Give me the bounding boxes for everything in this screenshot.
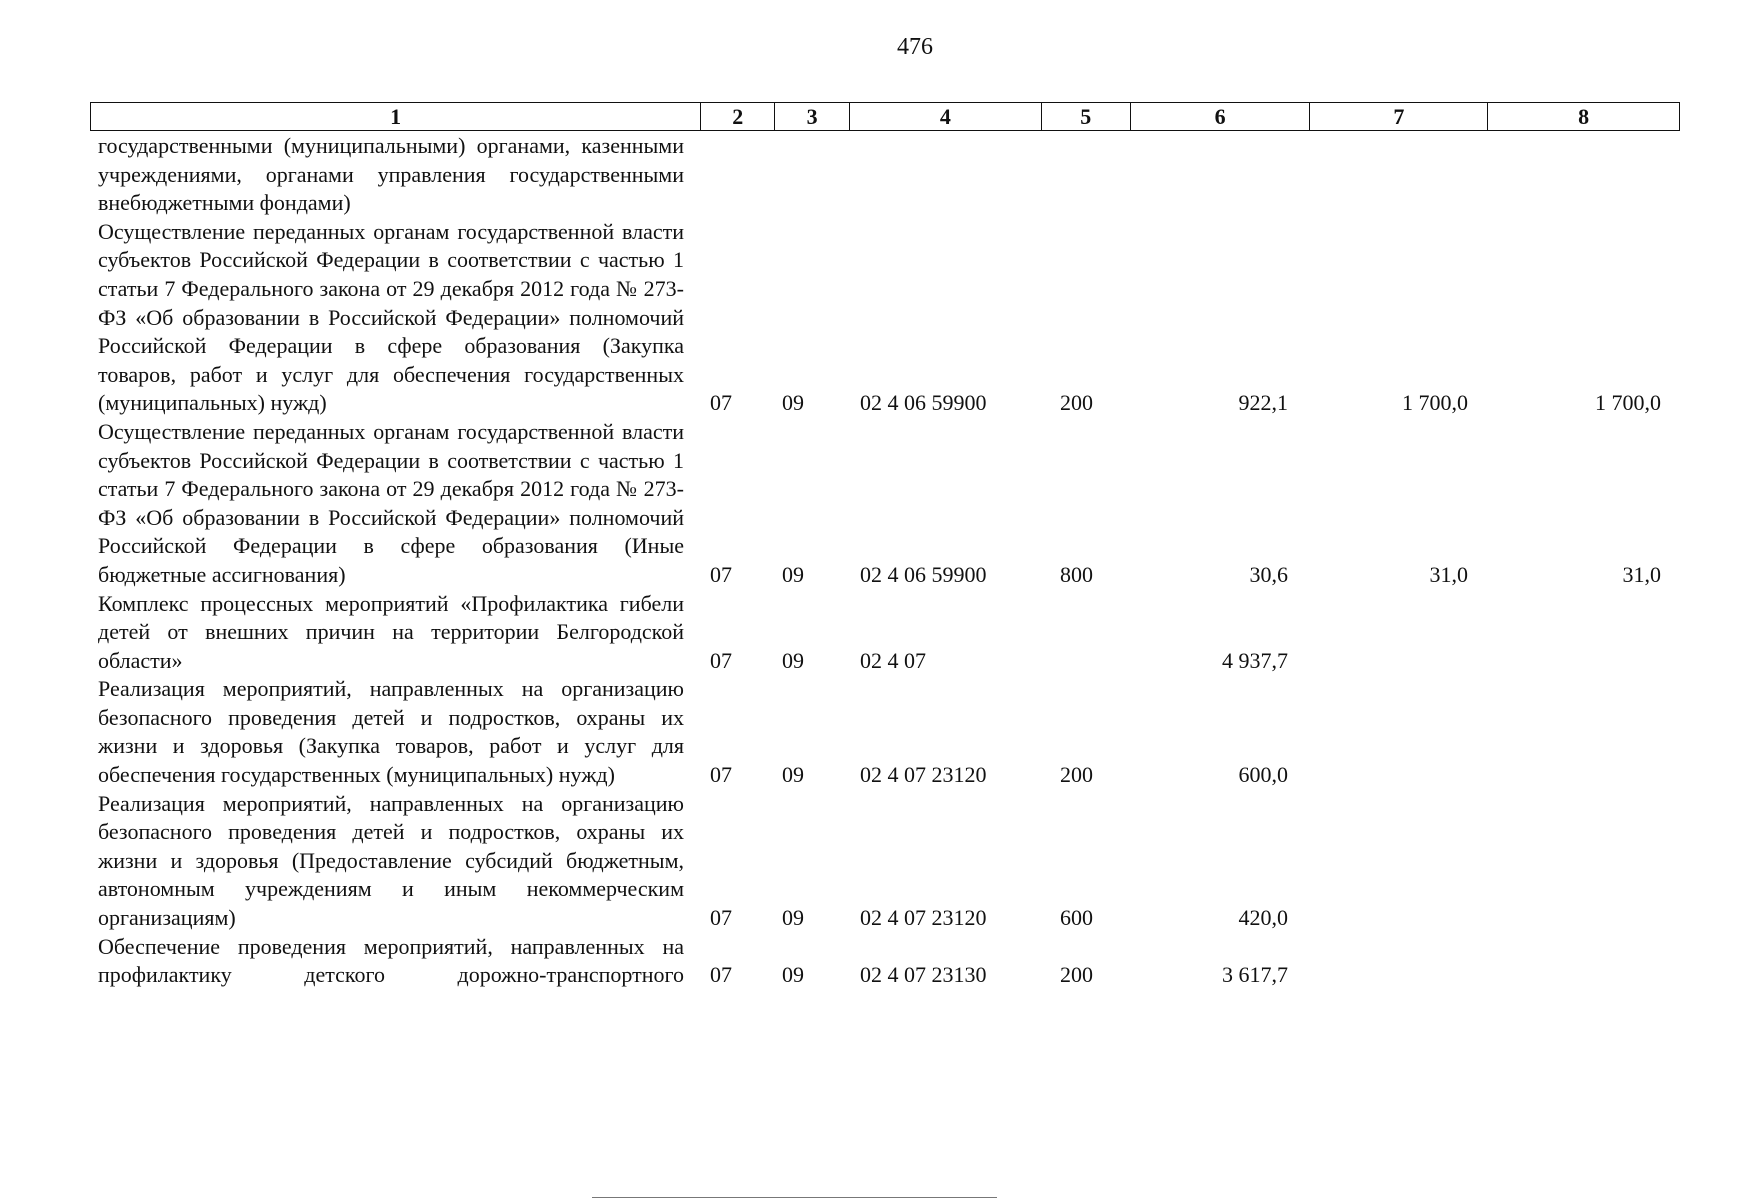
cell-subsection: 09 bbox=[782, 561, 804, 587]
column-header-1: 1 bbox=[91, 103, 701, 130]
cell-subsection: 09 bbox=[782, 762, 804, 788]
cell-subsection: 09 bbox=[782, 905, 804, 931]
table-row bbox=[98, 675, 1680, 789]
row-description: государственными (муниципальными) органами, казенными учреждениями, органами управления государственными внебюджетными фондами) bbox=[98, 133, 684, 216]
table-row bbox=[98, 590, 1680, 676]
cell-expense-type: 200 bbox=[1060, 762, 1093, 788]
cell-amount-3: 1 700,0 bbox=[1595, 390, 1661, 416]
cell-target-code: 02 4 06 59900 bbox=[860, 390, 987, 416]
cell-target-code: 02 4 07 bbox=[860, 647, 926, 673]
page-divider bbox=[592, 1197, 997, 1198]
cell-amount-1: 4 937,7 bbox=[1222, 647, 1288, 673]
cell-section: 07 bbox=[710, 762, 732, 788]
cell-amount-1: 30,6 bbox=[1249, 561, 1288, 587]
cell-section: 07 bbox=[710, 390, 732, 416]
row-description: Реализация мероприятий, направленных на организацию безопасного проведения детей и подростков, охраны их жизни и здоровья (Предоставление субсидий бюджетным, автономным учреждениям и иным некоммерческим организациям) bbox=[98, 790, 684, 931]
cell-target-code: 02 4 07 23120 bbox=[860, 905, 987, 931]
table-row bbox=[98, 418, 1680, 590]
row-description: Обеспечение проведения мероприятий, направленных на профилактику детского дорожно-транспортного bbox=[98, 933, 684, 988]
cell-amount-1: 420,0 bbox=[1238, 905, 1288, 931]
column-header-8: 8 bbox=[1578, 104, 1590, 129]
table-body bbox=[98, 132, 1680, 990]
column-header-7: 7 bbox=[1310, 103, 1488, 130]
row-description: Комплекс процессных мероприятий «Профилактика гибели детей от внешних причин на территории Белгородской области» bbox=[98, 590, 684, 673]
cell-section: 07 bbox=[710, 561, 732, 587]
cell-expense-type: 200 bbox=[1060, 962, 1093, 988]
cell-target-code: 02 4 06 59900 bbox=[860, 561, 987, 587]
row-description: Осуществление переданных органам государственной власти субъектов Российской Федерации в соответствии с частью 1 статьи 7 Федерального закона от 29 декабря 2012 года № 273-ФЗ «Об образовании в Российской Федерации» полномочий Российской Федерации в сфере образования (Иные бюджетные ассигнования) bbox=[98, 418, 684, 587]
row-description: Осуществление переданных органам государственной власти субъектов Российской Федерации в соответствии с частью 1 статьи 7 Федерального закона от 29 декабря 2012 года № 273-ФЗ «Об образовании в Российской Федерации» полномочий Российской Федерации в сфере образования (Закупка товаров, работ и услуг для обеспечения государственных (муниципальных) нужд) bbox=[98, 218, 684, 416]
cell-expense-type: 800 bbox=[1060, 561, 1093, 587]
table-row bbox=[98, 933, 1680, 990]
column-header-3: 3 bbox=[775, 103, 850, 130]
cell-subsection: 09 bbox=[782, 962, 804, 988]
column-header-5: 5 bbox=[1042, 103, 1131, 130]
cell-expense-type: 600 bbox=[1060, 905, 1093, 931]
table-header bbox=[90, 102, 1680, 131]
cell-section: 07 bbox=[710, 647, 732, 673]
column-header-6: 6 bbox=[1131, 103, 1311, 130]
table-row bbox=[98, 218, 1680, 418]
column-header-4: 4 bbox=[850, 103, 1042, 130]
cell-amount-2: 1 700,0 bbox=[1402, 390, 1468, 416]
column-header-2: 2 bbox=[701, 103, 775, 130]
cell-amount-1: 3 617,7 bbox=[1222, 962, 1288, 988]
table-row bbox=[98, 132, 1680, 218]
cell-subsection: 09 bbox=[782, 390, 804, 416]
cell-amount-1: 922,1 bbox=[1238, 390, 1288, 416]
cell-expense-type: 200 bbox=[1060, 390, 1093, 416]
cell-section: 07 bbox=[710, 905, 732, 931]
cell-amount-2: 31,0 bbox=[1429, 561, 1468, 587]
page-number: 476 bbox=[897, 34, 933, 60]
cell-target-code: 02 4 07 23130 bbox=[860, 962, 987, 988]
row-description: Реализация мероприятий, направленных на организацию безопасного проведения детей и подростков, охраны их жизни и здоровья (Закупка товаров, работ и услуг для обеспечения государственных (муниципальных) нужд) bbox=[98, 676, 684, 788]
cell-section: 07 bbox=[710, 962, 732, 988]
table-row bbox=[98, 790, 1680, 933]
cell-amount-3: 31,0 bbox=[1622, 561, 1661, 587]
cell-target-code: 02 4 07 23120 bbox=[860, 762, 987, 788]
cell-amount-1: 600,0 bbox=[1238, 762, 1288, 788]
cell-subsection: 09 bbox=[782, 647, 804, 673]
